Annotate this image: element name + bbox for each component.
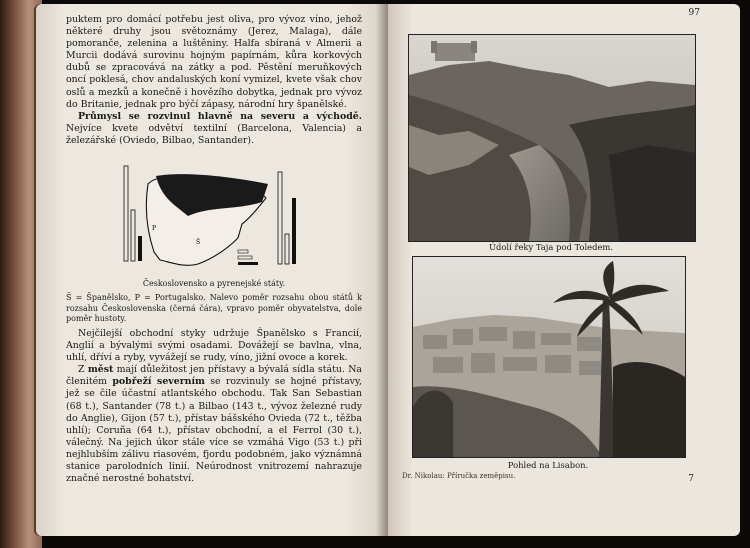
map-figure: [118, 164, 312, 280]
photo-lisbon: [412, 256, 686, 458]
cities-bold-a: měst: [87, 364, 114, 376]
density-bar-czechoslovakia: [238, 262, 258, 265]
paragraph-cities: [66, 364, 362, 485]
population-bar-spain: [278, 172, 282, 264]
right-page: [388, 4, 740, 536]
area-bar-czechoslovakia: [138, 236, 142, 261]
text-block-bottom: [66, 328, 362, 485]
cities-text-b: mají důležitost jen přístavy a bývalá sídla státu. Na členitém: [66, 364, 362, 388]
map-legend-text: [66, 293, 362, 325]
density-bar-spain: [238, 250, 248, 253]
photo-toledo: [408, 34, 696, 242]
area-bar-spain: [124, 166, 128, 261]
area-bar-portugal: [131, 210, 135, 261]
page-number-bottom: 7: [688, 474, 694, 484]
text-block-top: [66, 14, 362, 147]
industry-text: Nejvíce kvete odvětví textilní (Barcelona, Valencia) a železářské (Oviedo, Bilbao, Santander).: [66, 122, 362, 146]
paragraph-agriculture: puktem pro domácí potřebu jest oliva, pro vývoz víno, jehož některé druhy jsou světoznámy (Jerez, Malaga), dále pomoranče, zelenina a luštěniny. Halfa sbíraná v Almerii a Murcii dodává surovinu hojným papírnám, kůra korkových dubů se zpracovává na zátky a pod. Pěstění meruňkových oncí poklesá, chov andaluských koní vymizel, kvete však chov oslů a mezků a konečně i hovězího dobytka, jednak pro vývoz do Britanie, jednak pro býčí zápasy, národní hry španělské.: [66, 14, 362, 110]
cities-bold-b: pobřeží severním: [112, 376, 205, 388]
cities-text-a: Z: [78, 364, 88, 376]
spain-label: Š: [196, 239, 201, 246]
population-bar-portugal: [285, 234, 289, 264]
map-legend: Š = Španělsko, P = Portugalsko. Nalevo poměr rozsahu obou států k rozsahu Československa (černá čára), vpravo poměr obyvatelstva, dole poměr hustoty.: [66, 293, 362, 324]
density-bar-portugal: [238, 256, 252, 259]
population-bar-czechoslovakia: [292, 198, 296, 264]
paragraph-industry: [66, 111, 362, 147]
page-footer: Dr. Nikolau: Příručka zeměpisu.: [402, 472, 516, 480]
cities-text-c: se rozvinuly se hojné přístavy, jež se čile účastní atlantského obchodu. Tak San Sebastian (68 t.), Santander (78 t.) a Bilbao (143 t., vývoz železné rudy do Anglie), Gijon (57 t.), přístav bášského Ovieda (72 t., těžba uhlí); Coruña (64 t.), přístav obchodní, a el Ferrol (30 t.), válečný. Na jejich úkor stále více se vzmáhá Vigo (53 t.) při nejhlubším zálivu riasovém, fjordu podobném, jako význámná stanice parolodních linií. Neúrodnost vnitrozemí nahrazuje značné nerostné bohatství.: [66, 376, 362, 485]
caption-lisbon: Pohled na Lisabon.: [507, 460, 589, 470]
paragraph-trade: Nejčilejší obchodní styky udržuje Španělsko s Francií, Anglií a bývalými svými osadami. Dovážejí se bavlna, vlna, uhlí, dříví a ryby, vyvážejí se rudy, víno, jižní ovoce a korek.: [66, 328, 362, 364]
page-number-top: 97: [688, 8, 700, 18]
caption-toledo: Údolí řeky Taja pod Toledem.: [488, 242, 614, 252]
industry-heading: Průmysl se rozvinul hlavně na severu a východě.: [78, 110, 362, 122]
portugal-label: P: [152, 225, 157, 232]
left-page: [36, 4, 388, 536]
map-caption: Československo a pyrenejské státy.: [142, 279, 286, 288]
